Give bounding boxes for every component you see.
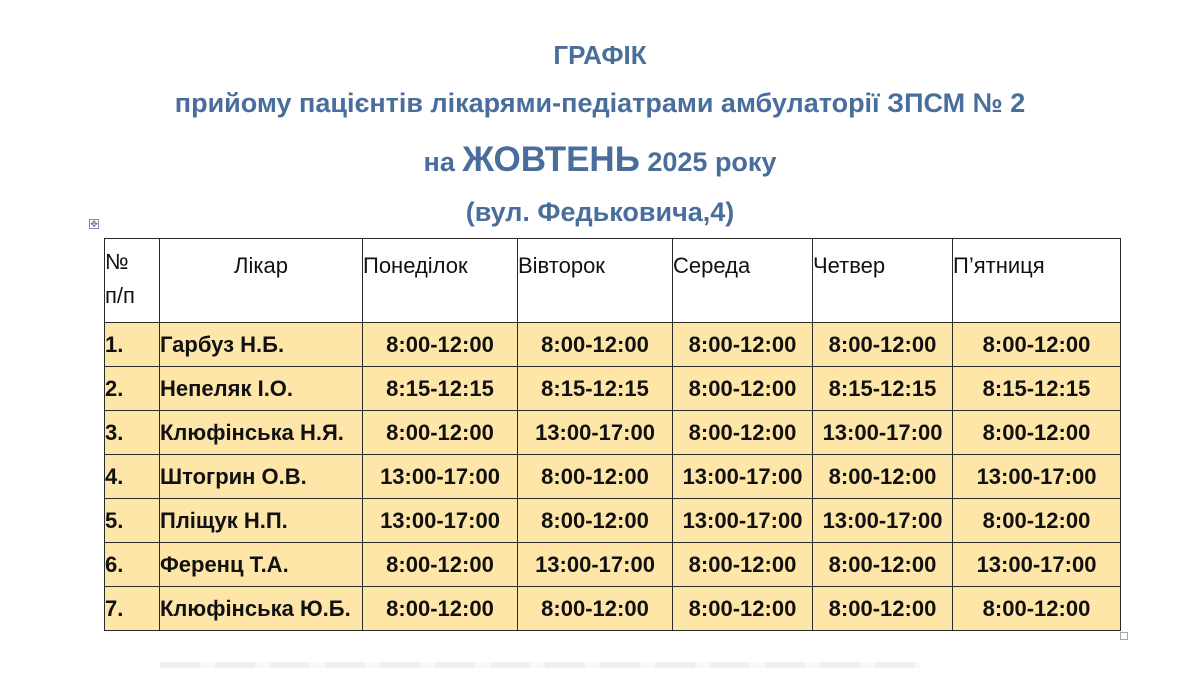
hours-wednesday: 8:00-12:00 xyxy=(673,323,813,367)
column-header-number-line1: № xyxy=(105,249,129,274)
doctor-name: Гарбуз Н.Б. xyxy=(160,323,363,367)
column-header-wednesday: Середа xyxy=(673,239,813,323)
doctor-name: Штогрин О.В. xyxy=(160,455,363,499)
hours-tuesday: 13:00-17:00 xyxy=(518,543,673,587)
row-number: 1. xyxy=(105,323,160,367)
doctor-name: Непеляк І.О. xyxy=(160,367,363,411)
hours-monday: 8:00-12:00 xyxy=(363,411,518,455)
hours-friday: 13:00-17:00 xyxy=(953,455,1121,499)
table-header-row xyxy=(105,239,1121,323)
hours-thursday: 8:00-12:00 xyxy=(813,455,953,499)
hours-wednesday: 8:00-12:00 xyxy=(673,587,813,631)
hours-wednesday: 8:00-12:00 xyxy=(673,543,813,587)
hours-monday: 8:00-12:00 xyxy=(363,587,518,631)
hours-wednesday: 13:00-17:00 xyxy=(673,455,813,499)
period-month: ЖОВТЕНЬ xyxy=(462,140,640,179)
hours-wednesday: 8:00-12:00 xyxy=(673,367,813,411)
move-table-icon[interactable]: ✥ xyxy=(90,220,98,230)
table-row xyxy=(105,455,1121,499)
hours-friday: 13:00-17:00 xyxy=(953,543,1121,587)
table-row xyxy=(105,587,1121,631)
doctor-name: Ференц Т.А. xyxy=(160,543,363,587)
hours-thursday: 8:15-12:15 xyxy=(813,367,953,411)
table-resize-handle[interactable] xyxy=(1120,632,1128,640)
hours-thursday: 8:00-12:00 xyxy=(813,323,953,367)
hours-wednesday: 13:00-17:00 xyxy=(673,499,813,543)
table-row xyxy=(105,543,1121,587)
row-number: 6. xyxy=(105,543,160,587)
column-header-friday: П’ятниця xyxy=(953,239,1121,323)
hours-monday: 13:00-17:00 xyxy=(363,455,518,499)
hours-thursday: 8:00-12:00 xyxy=(813,543,953,587)
row-number: 2. xyxy=(105,367,160,411)
hours-friday: 8:00-12:00 xyxy=(953,323,1121,367)
period-prefix: на xyxy=(423,147,455,177)
hours-tuesday: 8:00-12:00 xyxy=(518,323,673,367)
hours-tuesday: 8:00-12:00 xyxy=(518,499,673,543)
column-header-doctor: Лікар xyxy=(160,239,363,323)
column-header-tuesday: Вівторок xyxy=(518,239,673,323)
hours-friday: 8:00-12:00 xyxy=(953,499,1121,543)
row-number: 3. xyxy=(105,411,160,455)
column-header-monday: Понеділок xyxy=(363,239,518,323)
schedule-table xyxy=(104,238,1121,631)
table-row xyxy=(105,411,1121,455)
hours-tuesday: 8:00-12:00 xyxy=(518,587,673,631)
hours-monday: 13:00-17:00 xyxy=(363,499,518,543)
document-subtitle: прийому пацієнтів лікарями-педіатрами амбулаторії ЗПСМ № 2 xyxy=(174,88,1026,118)
column-header-number-line2: п/п xyxy=(105,283,135,308)
hours-thursday: 13:00-17:00 xyxy=(813,499,953,543)
faded-text-line xyxy=(160,662,920,668)
period-year: 2025 року xyxy=(647,147,777,177)
row-number: 5. xyxy=(105,499,160,543)
document-title: ГРАФІК xyxy=(553,40,647,70)
doctor-name: Клюфінська Н.Я. xyxy=(160,411,363,455)
hours-thursday: 13:00-17:00 xyxy=(813,411,953,455)
hours-monday: 8:15-12:15 xyxy=(363,367,518,411)
document-address: (вул. Федьковича,4) xyxy=(465,197,735,227)
hours-tuesday: 8:15-12:15 xyxy=(518,367,673,411)
hours-monday: 8:00-12:00 xyxy=(363,323,518,367)
hours-thursday: 8:00-12:00 xyxy=(813,587,953,631)
doctor-name: Клюфінська Ю.Б. xyxy=(160,587,363,631)
document-period xyxy=(0,140,1200,180)
hours-tuesday: 13:00-17:00 xyxy=(518,411,673,455)
column-header-number xyxy=(105,239,160,323)
hours-friday: 8:00-12:00 xyxy=(953,411,1121,455)
doctor-name: Пліщук Н.П. xyxy=(160,499,363,543)
row-number: 4. xyxy=(105,455,160,499)
row-number: 7. xyxy=(105,587,160,631)
hours-friday: 8:15-12:15 xyxy=(953,367,1121,411)
column-header-thursday: Четвер xyxy=(813,239,953,323)
table-row xyxy=(105,367,1121,411)
hours-wednesday: 8:00-12:00 xyxy=(673,411,813,455)
hours-tuesday: 8:00-12:00 xyxy=(518,455,673,499)
hours-monday: 8:00-12:00 xyxy=(363,543,518,587)
table-row xyxy=(105,499,1121,543)
hours-friday: 8:00-12:00 xyxy=(953,587,1121,631)
table-row xyxy=(105,323,1121,367)
